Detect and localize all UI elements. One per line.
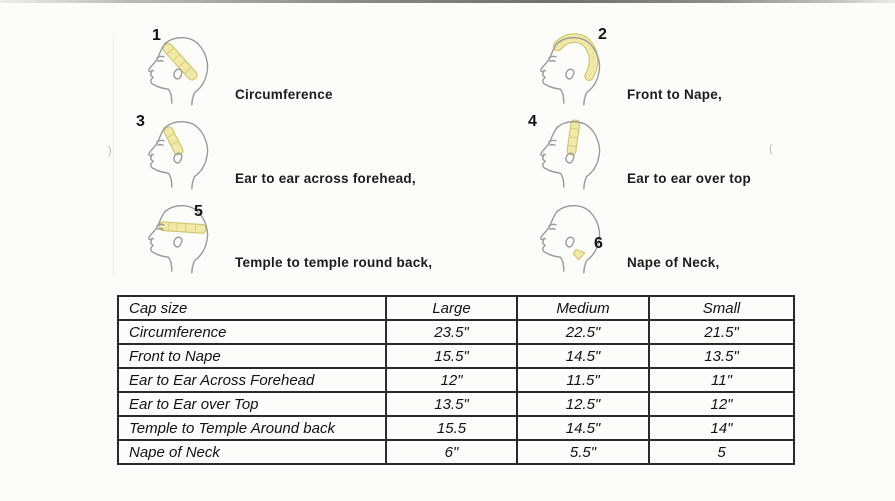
tape-band-circumference bbox=[161, 42, 199, 82]
measurement-number: 1 bbox=[152, 27, 161, 44]
size-value: 5 bbox=[649, 440, 794, 464]
head-profile-icon bbox=[136, 198, 232, 278]
table-row bbox=[118, 416, 794, 440]
column-header: Large bbox=[386, 296, 517, 320]
column-header: Small bbox=[649, 296, 794, 320]
measurement-diagram bbox=[528, 26, 888, 110]
measurement-number: 6 bbox=[594, 235, 603, 252]
head-profile-icon bbox=[528, 114, 624, 194]
head-profile-icon bbox=[528, 30, 624, 110]
size-value: 15.5" bbox=[386, 344, 517, 368]
row-label: Circumference bbox=[118, 320, 386, 344]
row-label: Temple to Temple Around back bbox=[118, 416, 386, 440]
measurement-label: Ear to ear across forehead, bbox=[235, 171, 416, 186]
measurement-diagram bbox=[136, 194, 528, 278]
size-value: 6" bbox=[386, 440, 517, 464]
head-outline bbox=[149, 38, 208, 105]
head-profile-figure bbox=[136, 198, 232, 278]
tape-band-ear-to-ear-forehead bbox=[163, 126, 184, 156]
table-header-row bbox=[118, 296, 794, 320]
table-row bbox=[118, 392, 794, 416]
table-row bbox=[118, 440, 794, 464]
measurement-number: 4 bbox=[528, 113, 537, 130]
head-profile-figure bbox=[528, 114, 624, 194]
column-header: Cap size bbox=[118, 296, 386, 320]
size-value: 5.5" bbox=[517, 440, 649, 464]
measurement-diagram bbox=[528, 110, 888, 194]
size-value: 15.5 bbox=[386, 416, 517, 440]
size-value: 12" bbox=[649, 392, 794, 416]
head-profile-icon bbox=[528, 198, 624, 278]
right-edge-mark: ( bbox=[769, 143, 773, 155]
head-profile-figure bbox=[528, 198, 624, 278]
size-value: 23.5" bbox=[386, 320, 517, 344]
size-value: 11.5" bbox=[517, 368, 649, 392]
measurement-label: Temple to temple round back, bbox=[235, 255, 433, 270]
image-edge-line bbox=[113, 34, 114, 276]
tape-band-temple-to-temple bbox=[159, 222, 206, 234]
size-value: 13.5" bbox=[386, 392, 517, 416]
measurement-diagram bbox=[136, 26, 528, 110]
measurement-diagram bbox=[136, 110, 528, 194]
size-value: 13.5" bbox=[649, 344, 794, 368]
table-body bbox=[118, 320, 794, 464]
table-row bbox=[118, 368, 794, 392]
measurement-label: Nape of Neck, bbox=[627, 255, 720, 270]
size-value: 11" bbox=[649, 368, 794, 392]
cap-size-table bbox=[117, 295, 795, 465]
measurement-number: 5 bbox=[194, 203, 203, 220]
tape-band-front-to-nape bbox=[558, 38, 594, 76]
head-profile-figure bbox=[528, 26, 624, 110]
left-edge-mark: ) bbox=[108, 145, 112, 157]
head-profile-figure bbox=[136, 27, 232, 110]
row-label: Ear to Ear over Top bbox=[118, 392, 386, 416]
size-value: 12.5" bbox=[517, 392, 649, 416]
head-profile-icon bbox=[136, 27, 232, 110]
size-value: 14.5" bbox=[517, 344, 649, 368]
measurement-label: Circumference bbox=[235, 87, 333, 102]
size-value: 21.5" bbox=[649, 320, 794, 344]
table-row bbox=[118, 320, 794, 344]
row-label: Ear to Ear Across Forehead bbox=[118, 368, 386, 392]
measurement-diagram bbox=[528, 194, 888, 278]
measurement-label: Front to Nape, bbox=[627, 87, 722, 102]
size-value: 14" bbox=[649, 416, 794, 440]
row-label: Front to Nape bbox=[118, 344, 386, 368]
tape-band-ear-to-ear-over-top bbox=[567, 120, 581, 156]
size-value: 12" bbox=[386, 368, 517, 392]
measurement-label: Ear to ear over top bbox=[627, 171, 752, 186]
head-profile-figure bbox=[136, 114, 232, 194]
table-row bbox=[118, 344, 794, 368]
tape-band-nape-of-neck bbox=[573, 249, 584, 259]
row-label: Nape of Neck bbox=[118, 440, 386, 464]
table-header bbox=[118, 296, 794, 320]
column-header: Medium bbox=[517, 296, 649, 320]
size-value: 14.5" bbox=[517, 416, 649, 440]
measurement-diagrams bbox=[136, 26, 888, 278]
measurement-number: 2 bbox=[598, 26, 607, 43]
head-profile-icon bbox=[136, 114, 232, 194]
measurement-number: 3 bbox=[136, 113, 145, 130]
top-border-line bbox=[0, 0, 895, 3]
size-value: 22.5" bbox=[517, 320, 649, 344]
head-outline bbox=[541, 206, 600, 273]
